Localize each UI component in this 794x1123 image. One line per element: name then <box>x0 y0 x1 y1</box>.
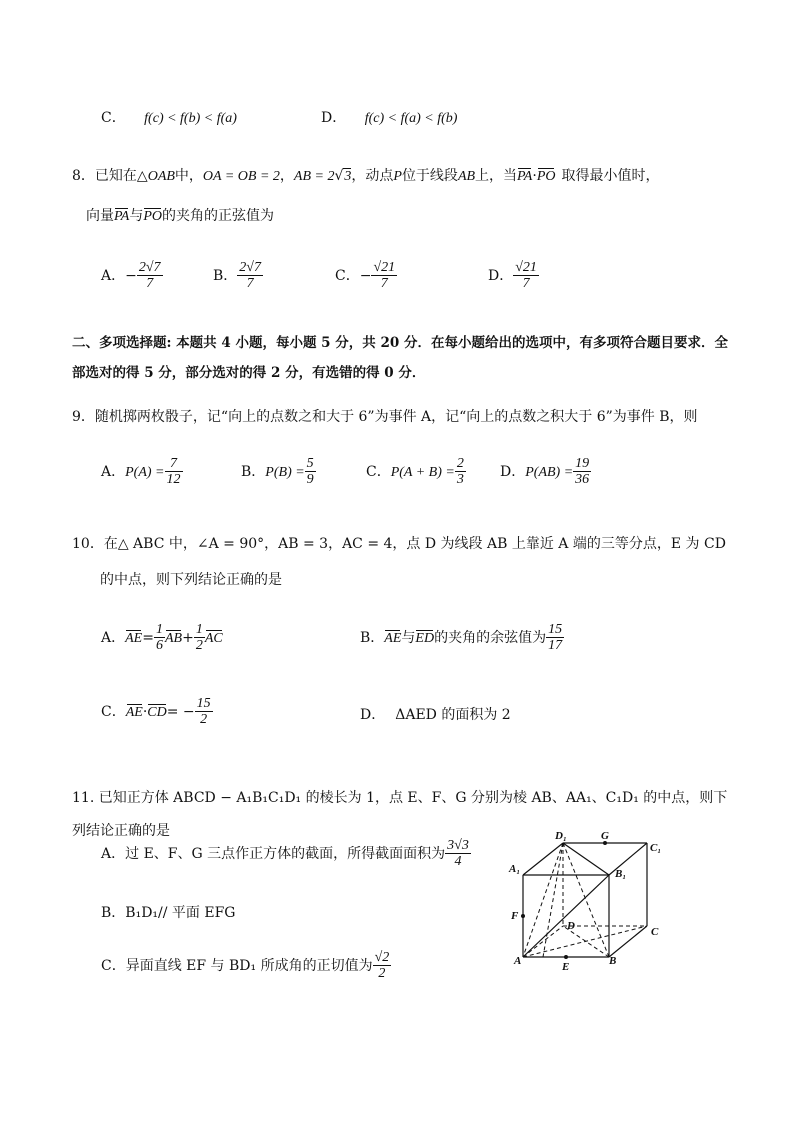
stem-text: 取得最小值时， <box>561 168 660 184</box>
stem-text: 位于线段 <box>401 168 458 184</box>
fraction-numerator: 2 <box>456 456 464 471</box>
option-expression: P(AB) = <box>525 464 574 480</box>
option-expression: f(c) < f(b) < f(a) <box>144 111 237 126</box>
fraction-denominator: 7 <box>522 276 530 292</box>
hidden-diagonal <box>563 843 609 957</box>
option-label: B． <box>241 463 266 480</box>
vector: AC <box>204 630 223 646</box>
fraction-numerator: 19 <box>575 456 590 471</box>
sqrt-radicand: 3 <box>344 169 352 184</box>
fraction-denominator: 4 <box>454 854 462 870</box>
label-g: G <box>601 830 609 842</box>
fraction-numerator: √21 <box>373 260 396 275</box>
option-label: A． <box>101 629 126 646</box>
triangle-symbol: △ <box>136 168 148 184</box>
diagonal <box>523 875 609 957</box>
q10-option-a <box>101 622 223 654</box>
q9-option-b <box>241 456 316 488</box>
q11-option-c <box>101 950 391 982</box>
fraction-denominator: 2 <box>378 966 386 982</box>
stem-text: 上，当 <box>475 168 518 184</box>
option-label: B． <box>360 629 385 646</box>
q9-option-d <box>500 456 591 488</box>
q10-option-b <box>360 622 564 654</box>
label-d1: D₁ <box>555 830 567 842</box>
option-text: 过 E、F、G 三点作正方体的截面，所得截面面积为 <box>125 845 446 862</box>
dot-operator: · <box>532 168 537 184</box>
fraction-numerator: 15 <box>548 622 563 637</box>
label-c: C <box>651 926 659 938</box>
q10-stem-line2: 的中点，则下列结论正确的是 <box>100 572 282 588</box>
fraction-denominator: 2 <box>200 712 208 728</box>
vector: CD <box>147 704 167 720</box>
label-c1: C₁ <box>650 842 662 854</box>
option-label: C． <box>101 957 126 974</box>
stem-text: 与 <box>401 629 416 646</box>
q10-stem-line1: 10．在△ ABC 中，∠A = 90°，AB = 3，AC = 4，点 D 为线段 AB 上靠近 A 端的三等分点，E 为 CD <box>72 536 726 552</box>
option-label: A． <box>101 267 126 284</box>
fraction-denominator: 12 <box>166 472 181 488</box>
q11-option-a <box>101 838 471 870</box>
fraction-denominator: 7 <box>246 276 254 292</box>
cube-figure <box>505 825 675 975</box>
fraction-numerator: 1 <box>195 622 203 637</box>
stem-text: 与 <box>129 208 144 224</box>
option-label: C． <box>101 703 126 720</box>
q9-stem: 9．随机掷两枚骰子，记“向上的点数之和大于 6”为事件 A，记“向上的点数之积大于 6”为事件 B，则 <box>72 409 698 425</box>
math-var: OAB <box>147 169 175 184</box>
q8-option-d <box>488 260 539 292</box>
option-expression: f(c) < f(a) < f(b) <box>364 111 458 126</box>
equals-sign: = − <box>166 703 195 720</box>
dot-operator: · <box>142 703 148 720</box>
stem-text: ， <box>279 168 294 184</box>
hidden-diagonal <box>543 843 563 957</box>
fraction-numerator: 2√7 <box>239 260 261 275</box>
fraction-denominator: 36 <box>575 472 590 488</box>
fraction-denominator: 9 <box>306 472 314 488</box>
math-var: P <box>393 169 402 184</box>
option-label: C． <box>335 267 360 284</box>
label-a: A <box>514 955 522 967</box>
fraction-numerator: 15 <box>196 696 211 711</box>
option-label: D． <box>321 110 347 126</box>
sqrt-sign: √ <box>334 168 344 184</box>
q9-option-c <box>366 456 466 488</box>
label-f: F <box>511 910 519 922</box>
hidden-edge <box>523 926 563 957</box>
option-expression: P(A) = <box>125 464 165 480</box>
vector: PA <box>517 169 533 184</box>
option-label: D． <box>500 463 526 480</box>
plus-sign: + <box>182 629 194 646</box>
q10-option-d <box>360 704 511 724</box>
option-text: 的夹角的余弦值为 <box>434 629 547 646</box>
fraction-denominator: 6 <box>155 638 163 654</box>
math-expr: AB = 2 <box>293 169 335 184</box>
stem-text: 已知在 <box>94 168 137 184</box>
option-label: A． <box>101 463 126 480</box>
q11-option-b <box>101 902 236 922</box>
option-expression: P(B) = <box>265 464 305 480</box>
point-e <box>564 955 568 959</box>
option-text: 异面直线 EF 与 BD₁ 所成角的正切值为 <box>125 957 373 974</box>
fraction-numerator: 3√3 <box>447 838 469 853</box>
q8-stem-line1 <box>72 165 659 185</box>
point-f <box>521 914 525 918</box>
option-sign: − <box>359 267 372 284</box>
fraction-denominator: 17 <box>548 638 563 654</box>
q9-option-a <box>101 456 183 488</box>
fraction-denominator: 2 <box>195 638 203 654</box>
hidden-diagonal <box>523 843 563 957</box>
vector: PO <box>536 169 556 184</box>
fraction-numerator: √2 <box>374 950 390 965</box>
q10-option-c <box>101 696 213 728</box>
option-label: A． <box>101 845 126 862</box>
q7-option-c <box>101 107 237 127</box>
q11-stem-line1: 11. 已知正方体 ABCD − A₁B₁C₁D₁ 的棱长为 1，点 E、F、G 分别为棱 AB、AA₁、C₁D₁ 的中点，则下 <box>72 790 728 806</box>
option-label: B． <box>101 905 126 921</box>
option-label: D． <box>360 707 386 723</box>
label-e: E <box>562 961 570 973</box>
q11-stem-line2: 列结论正确的是 <box>72 823 170 839</box>
fraction-numerator: 5 <box>306 456 314 471</box>
q7-option-d <box>321 107 457 127</box>
option-expression: P(A + B) = <box>390 464 455 480</box>
fraction-numerator: 7 <box>165 456 183 472</box>
option-text: B₁D₁// 平面 EFG <box>125 905 236 921</box>
option-label: B． <box>213 267 238 284</box>
question-number: 8． <box>72 168 95 184</box>
fraction-denominator: 7 <box>380 276 388 292</box>
vector: AE <box>125 704 143 720</box>
label-d: D <box>567 920 575 932</box>
math-var: AB <box>457 169 476 184</box>
option-label: C． <box>101 110 126 126</box>
math-expr: OA = OB = 2 <box>202 169 280 184</box>
vector: ED <box>415 630 435 646</box>
stem-text: 的夹角的正弦值为 <box>161 208 274 224</box>
label-a1: A₁ <box>509 863 521 875</box>
fraction-denominator: 7 <box>146 276 154 292</box>
stem-text: ，动点 <box>351 168 394 184</box>
option-label: C． <box>366 463 391 480</box>
q8-option-c <box>335 260 397 292</box>
q8-stem-line2 <box>86 205 274 225</box>
option-text: ΔAED 的面积为 2 <box>395 707 511 723</box>
section-heading-line2: 部选对的得 5 分，部分选对的得 2 分，有选错的得 0 分． <box>72 365 426 381</box>
stem-text: 中， <box>174 168 203 184</box>
vector: AB <box>164 630 183 646</box>
option-label: D． <box>488 267 514 284</box>
q8-option-a <box>101 260 163 292</box>
stem-text: 向量 <box>86 208 114 224</box>
vector: AE <box>384 630 402 646</box>
fraction-numerator: √21 <box>515 260 537 275</box>
label-b1: B₁ <box>615 868 627 880</box>
fraction-numerator: 2√7 <box>138 260 161 275</box>
section-heading-line1: 二、多项选择题: 本题共 4 小题，每小题 5 分，共 20 分．在每小题给出的选项中，有多项符合题目要求．全 <box>72 335 728 351</box>
vector: PO <box>143 209 162 224</box>
vector: PA <box>114 209 130 224</box>
vector: AE <box>125 630 143 646</box>
fraction-numerator: 1 <box>155 622 163 637</box>
equals-sign: = <box>142 629 154 646</box>
label-b: B <box>609 955 617 967</box>
option-sign: − <box>125 267 137 284</box>
fraction-denominator: 3 <box>456 472 464 488</box>
q8-option-b <box>213 260 263 292</box>
